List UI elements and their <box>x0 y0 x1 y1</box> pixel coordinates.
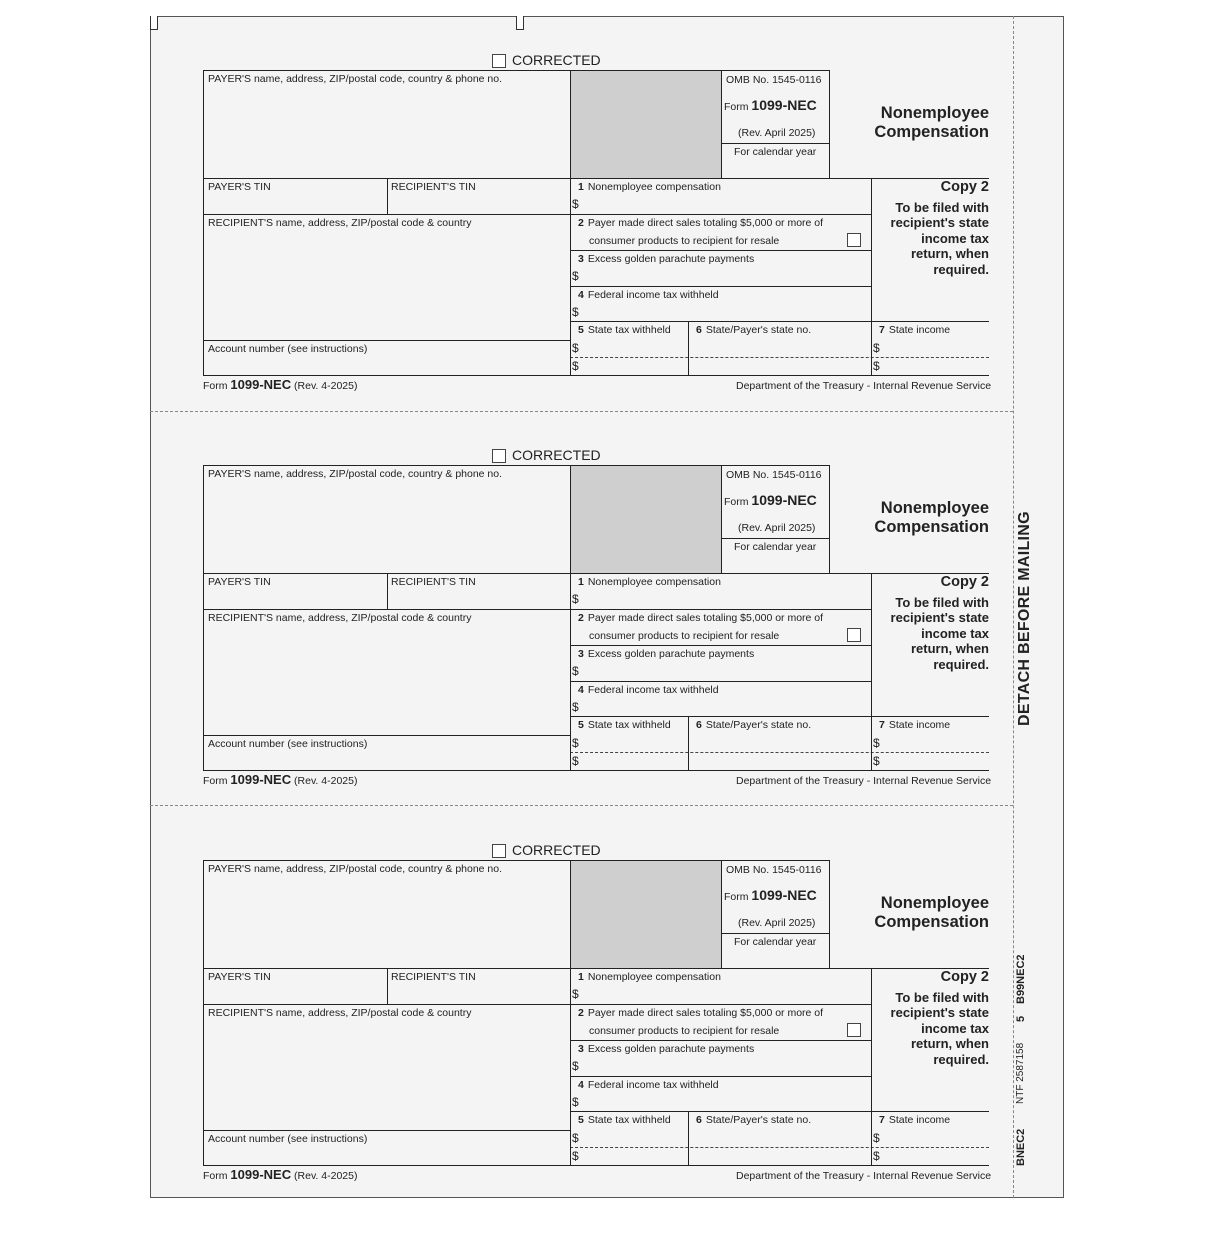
form-number-header: Form 1099-NEC <box>724 887 817 903</box>
box6-label: 6 State/Payer's state no. <box>696 719 812 731</box>
box4-label: 4 Federal income tax withheld <box>578 289 719 301</box>
box4-label: 4 Federal income tax withheld <box>578 684 719 696</box>
omb-number: OMB No. 1545-0116 <box>726 864 822 876</box>
box5-dollar-1: $ <box>572 736 579 750</box>
box7-dollar-2: $ <box>873 359 880 373</box>
shaded-area <box>570 860 721 968</box>
form-copy-3 <box>0 842 1214 1237</box>
box7-dollar-2: $ <box>873 754 880 768</box>
box7-label: 7 State income <box>879 719 951 731</box>
form-code-ntf: NTF 2587158 <box>1015 1042 1026 1104</box>
revision-date: (Rev. April 2025) <box>738 522 816 534</box>
box3-dollar: $ <box>572 664 579 678</box>
payer-tin-label: PAYER'S TIN <box>208 181 271 193</box>
form-copy-1 <box>0 52 1214 447</box>
box7-dollar-2: $ <box>873 1149 880 1163</box>
shaded-area <box>570 70 721 178</box>
form-code-5: 5 <box>1015 1015 1027 1022</box>
revision-date: (Rev. April 2025) <box>738 917 816 929</box>
recipient-tin-label: RECIPIENT'S TIN <box>391 181 476 193</box>
box6-label: 6 State/Payer's state no. <box>696 324 812 336</box>
form-code-b99nec2: B99NEC2 <box>1015 954 1027 1004</box>
box3-label: 3 Excess golden parachute payments <box>578 253 755 265</box>
box5-dollar-2: $ <box>572 1149 579 1163</box>
box2-label-line2: consumer products to recipient for resale <box>589 630 780 642</box>
detach-before-mailing-label: DETACH BEFORE MAILING <box>1016 511 1033 726</box>
footer-form-number: Form 1099-NEC (Rev. 4-2025) <box>203 1167 358 1182</box>
recipient-name-label: RECIPIENT'S name, address, ZIP/postal code & country <box>208 217 472 229</box>
account-number-label: Account number (see instructions) <box>208 738 368 750</box>
box2-checkbox[interactable] <box>847 628 861 642</box>
payer-tin-label: PAYER'S TIN <box>208 971 271 983</box>
recipient-tin-label: RECIPIENT'S TIN <box>391 576 476 588</box>
form-number-header: Form 1099-NEC <box>724 492 817 508</box>
box2-label-line1: 2 Payer made direct sales totaling $5,000 or more of <box>578 612 824 624</box>
box2-label-line2: consumer products to recipient for resale <box>589 1025 780 1037</box>
box5-label: 5 State tax withheld <box>578 324 671 336</box>
box3-label: 3 Excess golden parachute payments <box>578 648 755 660</box>
form-copy-2 <box>0 447 1214 842</box>
account-number-label: Account number (see instructions) <box>208 343 368 355</box>
box2-checkbox[interactable] <box>847 233 861 247</box>
box1-label: 1 Nonemployee compensation <box>578 181 721 193</box>
box5-dollar-2: $ <box>572 359 579 373</box>
box3-dollar: $ <box>572 1059 579 1073</box>
box2-label-line1: 2 Payer made direct sales totaling $5,000 or more of <box>578 1007 824 1019</box>
copy-designation: Copy 2 To be filed with recipient's state income tax return, when required. <box>890 969 989 1067</box>
box2-label-line1: 2 Payer made direct sales totaling $5,000 or more of <box>578 217 824 229</box>
copy-designation: Copy 2 To be filed with recipient's state income tax return, when required. <box>890 574 989 672</box>
corrected-label: CORRECTED <box>512 842 601 858</box>
registration-mark-left <box>150 16 158 30</box>
payer-name-label: PAYER'S name, address, ZIP/postal code, country & phone no. <box>208 863 503 875</box>
box1-label: 1 Nonemployee compensation <box>578 576 721 588</box>
box4-dollar: $ <box>572 700 579 714</box>
corrected-checkbox[interactable] <box>492 449 506 463</box>
footer-form-number: Form 1099-NEC (Rev. 4-2025) <box>203 377 358 392</box>
calendar-year-label: For calendar year <box>734 936 817 948</box>
omb-number: OMB No. 1545-0116 <box>726 74 822 86</box>
box2-label-line2: consumer products to recipient for resale <box>589 235 780 247</box>
payer-name-label: PAYER'S name, address, ZIP/postal code, country & phone no. <box>208 468 503 480</box>
box7-dollar-1: $ <box>873 1131 880 1145</box>
corrected-label: CORRECTED <box>512 52 601 68</box>
box5-dollar-1: $ <box>572 1131 579 1145</box>
omb-number: OMB No. 1545-0116 <box>726 469 822 481</box>
revision-date: (Rev. April 2025) <box>738 127 816 139</box>
box7-label: 7 State income <box>879 324 951 336</box>
registration-mark-center <box>516 16 524 30</box>
box4-label: 4 Federal income tax withheld <box>578 1079 719 1091</box>
account-number-label: Account number (see instructions) <box>208 1133 368 1145</box>
box7-label: 7 State income <box>879 1114 951 1126</box>
recipient-tin-label: RECIPIENT'S TIN <box>391 971 476 983</box>
form-code-bnec2: BNEC2 <box>1015 1128 1027 1166</box>
box1-dollar: $ <box>572 197 579 211</box>
payer-name-label: PAYER'S name, address, ZIP/postal code, country & phone no. <box>208 73 503 85</box>
footer-department: Department of the Treasury - Internal Revenue Service <box>736 380 992 392</box>
box4-dollar: $ <box>572 305 579 319</box>
recipient-name-label: RECIPIENT'S name, address, ZIP/postal code & country <box>208 1007 472 1019</box>
copy-designation: Copy 2 To be filed with recipient's state income tax return, when required. <box>890 179 989 277</box>
recipient-name-label: RECIPIENT'S name, address, ZIP/postal code & country <box>208 612 472 624</box>
footer-department: Department of the Treasury - Internal Revenue Service <box>736 775 992 787</box>
box5-label: 5 State tax withheld <box>578 1114 671 1126</box>
box7-dollar-1: $ <box>873 341 880 355</box>
footer-department: Department of the Treasury - Internal Revenue Service <box>736 1170 992 1182</box>
box1-label: 1 Nonemployee compensation <box>578 971 721 983</box>
box1-dollar: $ <box>572 987 579 1001</box>
box6-label: 6 State/Payer's state no. <box>696 1114 812 1126</box>
box2-checkbox[interactable] <box>847 1023 861 1037</box>
box3-label: 3 Excess golden parachute payments <box>578 1043 755 1055</box>
footer-form-number: Form 1099-NEC (Rev. 4-2025) <box>203 772 358 787</box>
box5-dollar-2: $ <box>572 754 579 768</box>
box5-dollar-1: $ <box>572 341 579 355</box>
form-title: Nonemployee Compensation <box>874 104 989 141</box>
form-title: Nonemployee Compensation <box>874 894 989 931</box>
box1-dollar: $ <box>572 592 579 606</box>
payer-tin-label: PAYER'S TIN <box>208 576 271 588</box>
box3-dollar: $ <box>572 269 579 283</box>
box5-label: 5 State tax withheld <box>578 719 671 731</box>
corrected-label: CORRECTED <box>512 447 601 463</box>
box4-dollar: $ <box>572 1095 579 1109</box>
corrected-checkbox[interactable] <box>492 54 506 68</box>
box7-dollar-1: $ <box>873 736 880 750</box>
shaded-area <box>570 465 721 573</box>
corrected-checkbox[interactable] <box>492 844 506 858</box>
calendar-year-label: For calendar year <box>734 541 817 553</box>
form-number-header: Form 1099-NEC <box>724 97 817 113</box>
calendar-year-label: For calendar year <box>734 146 817 158</box>
form-title: Nonemployee Compensation <box>874 499 989 536</box>
